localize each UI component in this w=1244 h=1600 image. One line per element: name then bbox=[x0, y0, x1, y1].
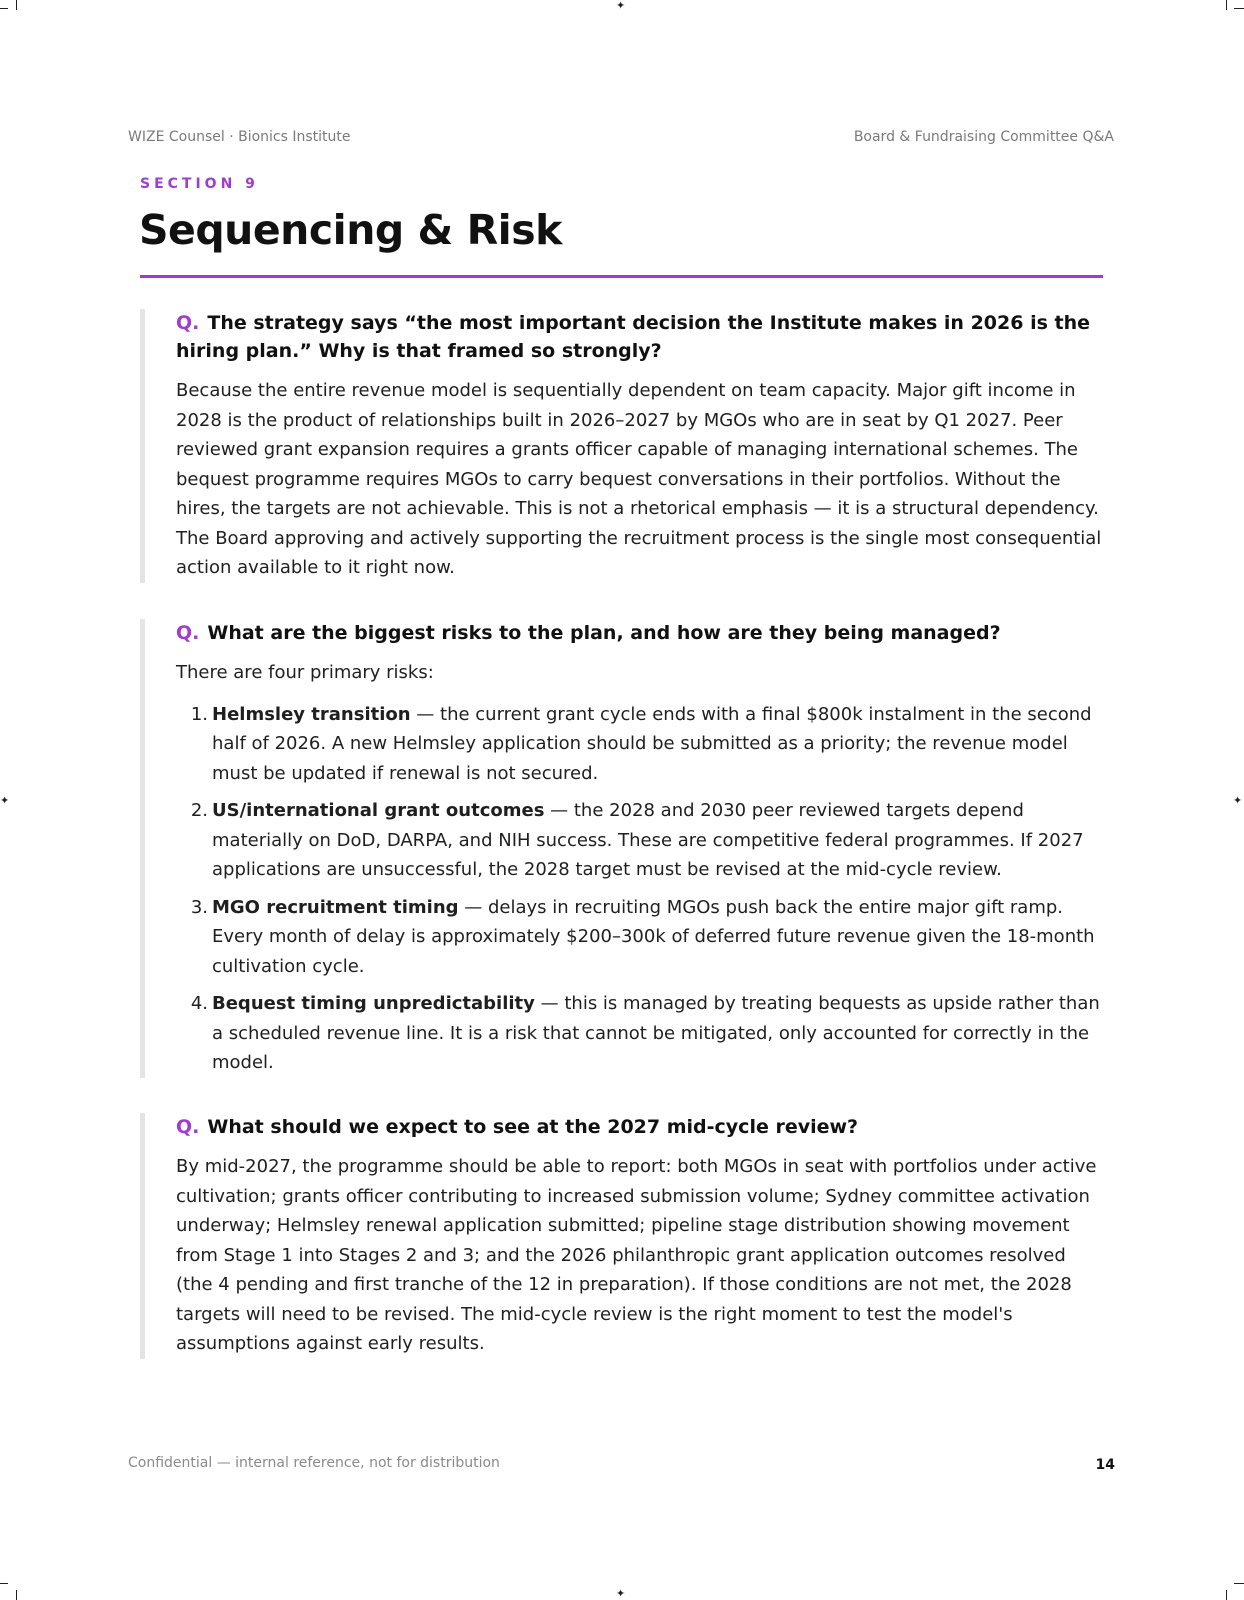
crop-mark bbox=[1234, 8, 1244, 9]
risk-title: Bequest timing unpredictability bbox=[212, 993, 535, 1014]
question-marker: Q. bbox=[176, 622, 200, 644]
list-number: 2. bbox=[190, 800, 208, 821]
question bbox=[176, 619, 1103, 647]
crop-mark bbox=[0, 1583, 8, 1584]
question-text: What are the biggest risks to the plan, and how are they being managed? bbox=[207, 622, 1001, 644]
list-item bbox=[176, 700, 1103, 789]
footer-note: Confidential — internal reference, not for distribution bbox=[128, 1455, 500, 1471]
answer bbox=[176, 658, 1103, 1078]
crop-mark bbox=[1226, 0, 1227, 10]
answer bbox=[176, 1152, 1103, 1359]
title-rule bbox=[140, 275, 1103, 278]
risk-title: MGO recruitment timing bbox=[212, 896, 459, 918]
question-marker: Q. bbox=[176, 312, 200, 334]
crop-mark bbox=[1226, 1590, 1227, 1600]
risk-text: — the 2028 and 2030 peer reviewed targets depend materially on DoD, DARPA, and NIH success. These are competitive federal programmes. If 2027 applications are unsuccessful, the 2028 target must be revised at the mid-cycle review. bbox=[212, 800, 1084, 880]
risk-title: US/international grant outcomes bbox=[212, 800, 545, 821]
qa-block-hiring-plan bbox=[140, 309, 1103, 583]
registration-mark-icon: ✦ bbox=[616, 0, 626, 12]
list-number: 1. bbox=[190, 703, 208, 725]
list-item bbox=[176, 893, 1103, 982]
question-text: What should we expect to see at the 2027 mid-cycle review? bbox=[207, 1116, 859, 1138]
registration-mark-icon: ✦ bbox=[0, 794, 10, 807]
answer-intro: There are four primary risks: bbox=[176, 662, 434, 683]
risk-list bbox=[176, 700, 1103, 1078]
list-item bbox=[176, 796, 1103, 885]
answer-text: By mid-2027, the programme should be able to report: both MGOs in seat with portfolios under active cultivation; grants officer contributing to increased submission volume; Sydney committee activation underway; Helmsley renewal application submitted; pipeline stage distribution showing movement from Stage 1 into Stages 2 and 3; and the 2026 philanthropic grant application outcomes resolved (the 4 pending and first tranche of the 12 in preparation). If those conditions are not met, the 2028 targets will need to be revised. The mid-cycle review is the right moment to test the model's assumptions against early results. bbox=[176, 1156, 1097, 1354]
header-left: WIZE Counsel · Bionics Institute bbox=[128, 129, 351, 145]
page-title: Sequencing & Risk bbox=[139, 206, 562, 254]
question-text: The strategy says “the most important decision the Institute makes in 2026 is the hiring plan.” Why is that framed so strongly? bbox=[176, 312, 1091, 362]
risk-title: Helmsley transition bbox=[212, 703, 411, 725]
qa-block-risks bbox=[140, 619, 1103, 1078]
registration-mark-icon: ✦ bbox=[1233, 794, 1243, 807]
list-item bbox=[176, 989, 1103, 1078]
page-number: 14 bbox=[1095, 1457, 1115, 1473]
crop-mark bbox=[16, 0, 17, 10]
section-label: SECTION 9 bbox=[140, 176, 259, 192]
risk-text: — delays in recruiting MGOs push back the entire major gift ramp. Every month of delay is approximately $200–300k of deferred future revenue given the 18-month cultivation cycle. bbox=[212, 896, 1095, 977]
answer bbox=[176, 376, 1103, 583]
answer-text: Because the entire revenue model is sequentially dependent on team capacity. Major gift income in 2028 is the product of relationships built in 2026–2027 by MGOs who are in seat by Q1 2027. Peer reviewed grant expansion requires a grants officer capable of managing international schemes. The bequest programme requires MGOs to carry bequest conversations in their portfolios. Without the hires, the targets are not achievable. This is not a rhetorical emphasis — it is a structural dependency. The Board approving and actively supporting the recruitment process is the single most consequential action available to it right now. bbox=[176, 380, 1102, 578]
question bbox=[176, 309, 1103, 365]
running-header bbox=[128, 129, 1114, 145]
crop-mark bbox=[0, 8, 8, 9]
risk-text: — this is managed by treating bequests as upside rather than a scheduled revenue line. It is a risk that cannot be mitigated, only accounted for correctly in the model. bbox=[212, 993, 1100, 1073]
crop-mark bbox=[16, 1590, 17, 1600]
question bbox=[176, 1113, 1103, 1141]
question-marker: Q. bbox=[176, 1116, 200, 1138]
header-right: Board & Fundraising Committee Q&A bbox=[853, 129, 1114, 145]
crop-mark bbox=[1234, 1583, 1244, 1584]
risk-text: — the current grant cycle ends with a final $800k instalment in the second half of 2026. A new Helmsley application should be submitted as a priority; the revenue model must be updated if renewal is not secured. bbox=[212, 703, 1092, 784]
registration-mark-icon: ✦ bbox=[616, 1587, 626, 1600]
list-number: 3. bbox=[190, 896, 208, 918]
qa-block-mid-cycle-review bbox=[140, 1113, 1103, 1359]
list-number: 4. bbox=[190, 993, 208, 1014]
